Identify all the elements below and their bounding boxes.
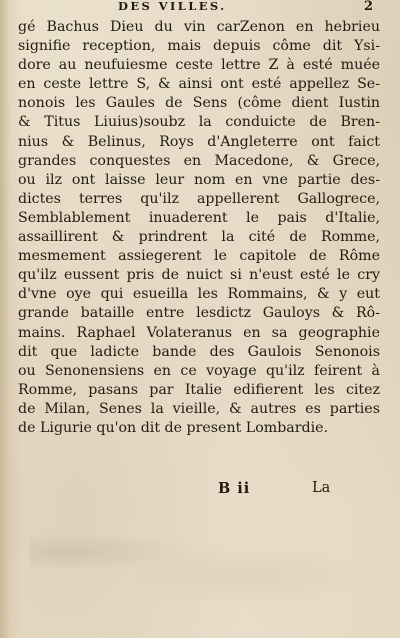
text-line: mains. Raphael Volateranus en sa geographie <box>18 324 380 341</box>
running-head-title: DES VILLES. <box>118 0 227 13</box>
signature-mark: B ii <box>218 480 251 497</box>
text-line: & Titus Liuius)soubz la conduicte de Bren- <box>18 114 380 131</box>
text-line: nius & Belinus, Roys d'Angleterre ont faict <box>18 133 380 150</box>
text-line: dictes terres qu'ilz appellerent Gallogrece, <box>18 190 380 207</box>
text-line: de Ligurie qu'on dit de present Lombardie. <box>18 419 329 436</box>
running-head <box>0 0 400 14</box>
catchword: La <box>312 480 331 496</box>
text-line: dit que ladicte bande des Gaulois Senonois <box>18 343 380 360</box>
text-line: grandes conquestes en Macedone, & Grece, <box>18 152 380 169</box>
body-text <box>18 18 380 438</box>
page-gutter <box>0 0 10 638</box>
text-line: gé Bachus Dieu du vin carZenon en hebrieu <box>18 19 380 35</box>
text-line: ou ilz ont laisse leur nom en vne partie des- <box>18 171 380 188</box>
text-line: assaillirent & prindrent la cité de Romme, <box>18 229 380 246</box>
text-line: en ceste lettre S, & ainsi ont esté appellez Se- <box>18 76 380 93</box>
text-line: grande bataille entre lesdictz Gauloys & Rô- <box>18 305 380 322</box>
text-line: d'vne oye qui esueilla les Rommains, & y eut <box>18 286 380 303</box>
folio-number: 2 <box>364 0 374 14</box>
text-line: signifie reception, mais depuis côme dit Ysi- <box>18 38 380 55</box>
text-line: ou Senonensiens en ce voyage qu'ilz feirent à <box>18 362 380 379</box>
text-line: Semblablement inuaderent le pais d'Italie, <box>18 209 380 226</box>
page-footer <box>0 480 400 504</box>
text-line: mesmement assiegerent le capitole de Rôme <box>18 248 380 265</box>
text-line: Romme, pasans par Italie edifierent les citez <box>18 381 380 398</box>
text-line: nonois les Gaules de Sens (côme dient Iustin <box>18 95 380 112</box>
ink-show-through <box>30 520 390 600</box>
text-line: dore au neufuiesme ceste lettre Z à esté muée <box>18 57 380 74</box>
text-line: qu'ilz eussent pris de nuict si n'eust esté le cry <box>18 267 380 284</box>
text-line: de Milan, Senes la vieille, & autres es parties <box>18 400 380 417</box>
